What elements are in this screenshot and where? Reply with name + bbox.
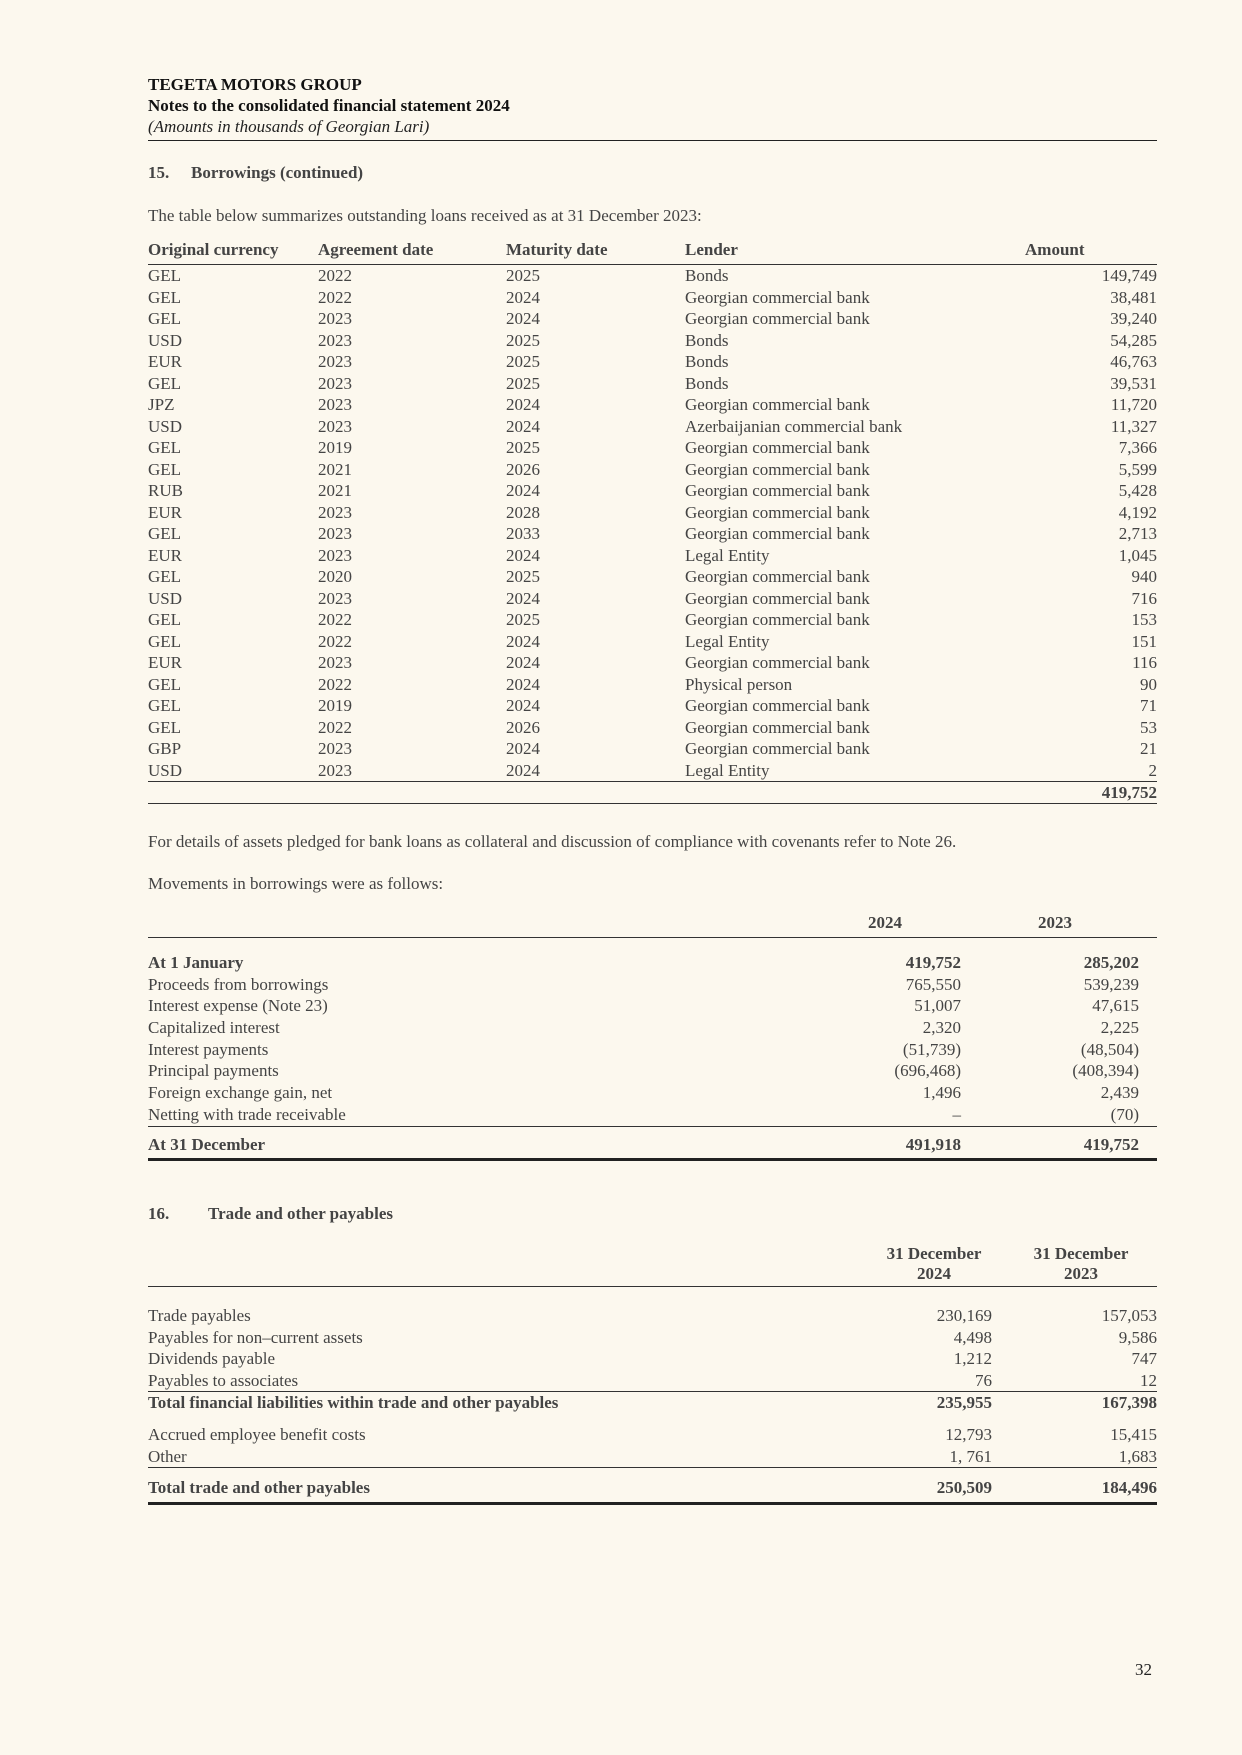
col-header-dec-2024 — [874, 1244, 994, 1284]
payable-2023: 12 — [1140, 1370, 1157, 1390]
loan-row — [148, 566, 1157, 588]
loan-row — [148, 738, 1157, 760]
loan-agreement-date: 2021 — [318, 481, 352, 500]
movement-2023: 285,202 — [1083, 953, 1139, 972]
loan-currency: USD — [148, 760, 183, 780]
payable-2023: 1,683 — [1118, 1446, 1157, 1466]
section-15-title — [148, 163, 363, 183]
payable-label: Payables for non–current assets — [148, 1327, 363, 1347]
loan-currency: EUR — [148, 502, 182, 522]
payables-subtotal-label: Total financial liabilities within trade and other payables — [148, 1393, 559, 1412]
loan-maturity-date: 2024 — [506, 588, 540, 608]
loan-amount: 4,192 — [1118, 502, 1157, 522]
payables-rows-other — [148, 1424, 1157, 1467]
loan-lender: Bonds — [685, 352, 729, 371]
loan-currency: USD — [148, 330, 183, 350]
loan-amount: 153 — [1131, 610, 1157, 629]
document-header — [148, 74, 1157, 137]
loan-row — [148, 609, 1157, 631]
loan-amount: 90 — [1140, 674, 1157, 694]
loan-currency: USD — [148, 416, 183, 436]
loans-total-amount: 419,752 — [1101, 783, 1157, 802]
loan-lender: Georgian commercial bank — [685, 287, 870, 307]
loan-currency: GEL — [148, 287, 182, 307]
loan-row — [148, 480, 1157, 502]
loan-agreement-date: 2023 — [318, 352, 352, 371]
loan-amount: 53 — [1140, 717, 1157, 737]
loan-agreement-date: 2023 — [318, 588, 352, 608]
payables-table — [148, 1244, 1157, 1505]
payable-row — [148, 1327, 1157, 1349]
payable-label: Payables to associates — [148, 1370, 299, 1390]
loan-row — [148, 717, 1157, 739]
payables-total-row — [148, 1478, 1157, 1505]
loan-lender: Bonds — [685, 330, 729, 350]
loan-currency: RUB — [148, 481, 183, 500]
movement-2024: 2,320 — [922, 1018, 961, 1038]
loan-agreement-date: 2023 — [318, 545, 352, 565]
movement-label: At 1 January — [148, 953, 244, 972]
loan-agreement-date: 2019 — [318, 438, 352, 457]
payable-row — [148, 1305, 1157, 1327]
payable-row — [148, 1424, 1157, 1446]
movement-label: Interest payments — [148, 1039, 269, 1059]
loan-lender: Georgian commercial bank — [685, 696, 870, 715]
movement-label: Principal payments — [148, 1061, 279, 1081]
loans-total-row — [148, 781, 1157, 804]
movement-2023: 539,239 — [1083, 974, 1139, 994]
loan-maturity-date: 2024 — [506, 395, 540, 414]
loan-row — [148, 394, 1157, 416]
loan-lender: Georgian commercial bank — [685, 481, 870, 500]
loan-maturity-date: 2033 — [506, 524, 540, 543]
loan-agreement-date: 2022 — [318, 610, 352, 629]
movement-row — [148, 1104, 1157, 1126]
payables-rows-financial — [148, 1305, 1157, 1391]
loan-row — [148, 652, 1157, 674]
loan-agreement-date: 2022 — [318, 631, 352, 651]
loan-currency: GEL — [148, 610, 182, 629]
loan-row — [148, 631, 1157, 653]
loan-maturity-date: 2026 — [506, 459, 540, 479]
loan-maturity-date: 2026 — [506, 717, 540, 737]
loan-agreement-date: 2021 — [318, 459, 352, 479]
loan-currency: GEL — [148, 266, 182, 285]
payable-2023: 157,053 — [1101, 1306, 1157, 1325]
loan-row — [148, 437, 1157, 459]
payable-2023: 747 — [1131, 1349, 1157, 1368]
movements-total-row — [148, 1136, 1157, 1161]
loan-agreement-date: 2023 — [318, 653, 352, 672]
movements-total-2024: 491,918 — [905, 1134, 961, 1154]
loan-agreement-date: 2023 — [318, 309, 352, 328]
loan-lender: Georgian commercial bank — [685, 309, 870, 328]
loan-row — [148, 330, 1157, 352]
loan-amount: 54,285 — [1110, 330, 1157, 350]
loan-maturity-date: 2025 — [506, 330, 540, 350]
movements-total-2023: 419,752 — [1083, 1134, 1139, 1154]
payable-row — [148, 1348, 1157, 1370]
movement-2024: (51,739) — [902, 1039, 961, 1059]
payable-2023: 9,586 — [1118, 1327, 1157, 1347]
loan-currency: EUR — [148, 352, 182, 371]
col-header-currency: Original currency — [148, 240, 279, 259]
movement-row — [148, 1039, 1157, 1061]
page-number: 32 — [1135, 1660, 1152, 1679]
loan-maturity-date: 2024 — [506, 631, 540, 651]
loans-table-body — [148, 265, 1157, 781]
loan-lender: Georgian commercial bank — [685, 610, 870, 629]
loan-currency: GEL — [148, 309, 182, 328]
loan-lender: Georgian commercial bank — [685, 459, 870, 479]
loan-row — [148, 502, 1157, 524]
movement-label: Capitalized interest — [148, 1018, 280, 1038]
loan-currency: GEL — [148, 459, 182, 479]
movement-row — [148, 952, 1157, 974]
loan-agreement-date: 2023 — [318, 524, 352, 543]
loan-maturity-date: 2025 — [506, 567, 540, 586]
loan-lender: Legal Entity — [685, 760, 770, 780]
loan-currency: GEL — [148, 674, 182, 694]
loans-table — [148, 240, 1157, 804]
loan-amount: 46,763 — [1110, 352, 1157, 371]
section-16-title — [148, 1204, 393, 1224]
loan-lender: Georgian commercial bank — [685, 567, 870, 586]
loan-lender: Legal Entity — [685, 545, 770, 565]
payable-label: Trade payables — [148, 1306, 251, 1325]
document-subtitle: Notes to the consolidated financial statement 2024 — [148, 96, 510, 115]
loan-amount: 940 — [1131, 567, 1157, 586]
movement-2024: – — [952, 1104, 961, 1124]
loan-row — [148, 351, 1157, 373]
col-header-dec-2024-line1: 31 December — [886, 1244, 982, 1263]
col-header-2024: 2024 — [868, 913, 902, 932]
loan-amount: 1,045 — [1118, 545, 1157, 565]
loan-amount: 716 — [1131, 588, 1157, 608]
loan-maturity-date: 2025 — [506, 438, 540, 457]
loan-currency: GEL — [148, 696, 182, 715]
payables-subtotal-row — [148, 1391, 1157, 1414]
loan-maturity-date: 2024 — [506, 309, 540, 328]
loan-row — [148, 416, 1157, 438]
movement-2023: 2,439 — [1100, 1083, 1139, 1103]
payable-2024: 4,498 — [953, 1327, 992, 1347]
payables-total-label: Total trade and other payables — [148, 1478, 370, 1497]
loan-amount: 7,366 — [1118, 438, 1157, 457]
loan-currency: GBP — [148, 739, 182, 758]
loans-intro: The table below summarizes outstanding loans received as at 31 December 2023: — [148, 206, 702, 225]
loan-currency: EUR — [148, 653, 182, 672]
movement-2023: 2,225 — [1100, 1018, 1139, 1038]
loan-maturity-date: 2024 — [506, 739, 540, 758]
loan-maturity-date: 2025 — [506, 373, 540, 393]
loan-agreement-date: 2023 — [318, 373, 352, 393]
loan-agreement-date: 2022 — [318, 287, 352, 307]
loan-currency: GEL — [148, 373, 182, 393]
loan-amount: 116 — [1132, 653, 1157, 672]
loan-lender: Georgian commercial bank — [685, 739, 870, 758]
loan-amount: 2,713 — [1118, 524, 1157, 543]
movements-table — [148, 913, 1157, 1161]
payable-2024: 12,793 — [945, 1425, 992, 1444]
loan-amount: 38,481 — [1110, 287, 1157, 307]
loan-agreement-date: 2022 — [318, 717, 352, 737]
loan-row — [148, 695, 1157, 717]
col-header-2023: 2023 — [1038, 913, 1072, 932]
loan-row — [148, 545, 1157, 567]
loan-row — [148, 308, 1157, 330]
loan-lender: Bonds — [685, 373, 729, 393]
movement-row — [148, 974, 1157, 996]
movements-total-label: At 31 December — [148, 1134, 266, 1154]
loan-maturity-date: 2024 — [506, 416, 540, 436]
loan-maturity-date: 2028 — [506, 502, 540, 522]
movement-2024: 765,550 — [905, 974, 961, 994]
loan-amount: 2 — [1148, 760, 1157, 780]
loan-agreement-date: 2023 — [318, 760, 352, 780]
col-header-dec-2023-line1: 31 December — [1033, 1244, 1129, 1263]
col-header-lender: Lender — [685, 240, 738, 259]
loan-maturity-date: 2025 — [506, 352, 540, 371]
movement-2023: (70) — [1110, 1104, 1139, 1124]
payables-total-2023: 184,496 — [1101, 1478, 1157, 1497]
section-16-heading: Trade and other payables — [208, 1204, 393, 1223]
loan-agreement-date: 2023 — [318, 502, 352, 522]
loan-agreement-date: 2020 — [318, 567, 352, 586]
payable-2024: 1,212 — [953, 1349, 992, 1368]
loan-row — [148, 588, 1157, 610]
loan-amount: 149,749 — [1101, 266, 1157, 285]
loan-currency: GEL — [148, 438, 182, 457]
movement-2024: 1,496 — [922, 1083, 961, 1103]
payable-2023: 15,415 — [1110, 1425, 1157, 1444]
payables-subtotal-2023: 167,398 — [1101, 1393, 1157, 1412]
header-rule — [148, 140, 1157, 141]
movement-2024: 51,007 — [914, 996, 961, 1016]
loan-maturity-date: 2025 — [506, 610, 540, 629]
loan-amount: 5,428 — [1118, 481, 1157, 500]
loan-amount: 21 — [1140, 739, 1157, 758]
company-name: TEGETA MOTORS GROUP — [148, 75, 362, 94]
loan-currency: JPZ — [148, 395, 175, 414]
loan-lender: Georgian commercial bank — [685, 524, 870, 543]
loan-maturity-date: 2024 — [506, 696, 540, 715]
movement-row — [148, 1060, 1157, 1082]
movement-row — [148, 1082, 1157, 1104]
loan-lender: Georgian commercial bank — [685, 717, 870, 737]
loan-lender: Georgian commercial bank — [685, 653, 870, 672]
loan-lender: Georgian commercial bank — [685, 588, 870, 608]
payable-2024: 1, 761 — [949, 1446, 992, 1466]
movement-2023: 47,615 — [1092, 996, 1139, 1016]
loan-maturity-date: 2024 — [506, 674, 540, 694]
loan-maturity-date: 2024 — [506, 545, 540, 565]
col-header-amount: Amount — [1025, 240, 1085, 259]
loan-agreement-date: 2023 — [318, 395, 352, 414]
loan-agreement-date: 2022 — [318, 674, 352, 694]
loan-amount: 71 — [1140, 696, 1157, 715]
loan-row — [148, 674, 1157, 696]
loan-row — [148, 760, 1157, 782]
loan-agreement-date: 2019 — [318, 696, 352, 715]
loan-agreement-date: 2023 — [318, 739, 352, 758]
payable-label: Dividends payable — [148, 1349, 275, 1368]
loan-lender: Azerbaijanian commercial bank — [685, 416, 903, 436]
col-header-dec-2023 — [1021, 1244, 1141, 1284]
loan-amount: 39,531 — [1110, 373, 1157, 393]
movements-table-header — [148, 913, 1157, 938]
movement-row — [148, 995, 1157, 1017]
loan-lender: Georgian commercial bank — [685, 395, 870, 414]
loan-currency: GEL — [148, 567, 182, 586]
loan-row — [148, 287, 1157, 309]
loan-amount: 11,327 — [1110, 416, 1157, 436]
payable-label: Accrued employee benefit costs — [148, 1425, 366, 1444]
loan-row — [148, 523, 1157, 545]
payables-table-header — [148, 1244, 1157, 1287]
loan-amount: 11,720 — [1110, 395, 1157, 414]
loan-maturity-date: 2025 — [506, 266, 540, 285]
payable-row — [148, 1446, 1157, 1468]
loans-table-header — [148, 240, 1157, 265]
loan-maturity-date: 2024 — [506, 760, 540, 780]
loan-row — [148, 265, 1157, 287]
col-header-maturity-date: Maturity date — [506, 240, 608, 259]
movement-label: Proceeds from borrowings — [148, 974, 329, 994]
payables-total-2024: 250,509 — [936, 1478, 992, 1497]
loan-currency: GEL — [148, 524, 182, 543]
loan-maturity-date: 2024 — [506, 481, 540, 500]
movements-table-body — [148, 952, 1157, 1126]
payable-row — [148, 1370, 1157, 1392]
loan-currency: GEL — [148, 631, 182, 651]
loan-agreement-date: 2022 — [318, 266, 352, 285]
amounts-note: (Amounts in thousands of Georgian Lari) — [148, 117, 430, 136]
movement-2024: 419,752 — [905, 953, 961, 972]
loan-row — [148, 459, 1157, 481]
payables-subtotal-2024: 235,955 — [936, 1393, 992, 1412]
loan-maturity-date: 2024 — [506, 653, 540, 672]
section-15-number: 15. — [148, 163, 170, 182]
col-header-agreement-date: Agreement date — [318, 240, 434, 259]
section-15-heading: Borrowings (continued) — [191, 163, 364, 182]
loan-maturity-date: 2024 — [506, 287, 540, 307]
loan-lender: Legal Entity — [685, 631, 770, 651]
payable-2024: 76 — [975, 1370, 992, 1390]
payable-label: Other — [148, 1446, 187, 1466]
movement-row — [148, 1017, 1157, 1039]
movement-label: Netting with trade receivable — [148, 1104, 346, 1124]
loan-row — [148, 373, 1157, 395]
loan-lender: Georgian commercial bank — [685, 438, 870, 457]
movement-2024: (696,468) — [894, 1061, 961, 1081]
col-header-dec-2023-line2: 2023 — [1064, 1264, 1098, 1283]
loan-agreement-date: 2023 — [318, 416, 352, 436]
loan-lender: Physical person — [685, 674, 793, 694]
movements-intro: Movements in borrowings were as follows: — [148, 874, 444, 893]
loan-lender: Bonds — [685, 266, 729, 285]
loan-amount: 151 — [1131, 631, 1157, 651]
movement-2023: (408,394) — [1072, 1061, 1139, 1081]
section-16-number: 16. — [148, 1204, 170, 1223]
loan-currency: USD — [148, 588, 183, 608]
col-header-dec-2024-line2: 2024 — [917, 1264, 951, 1283]
loan-currency: GEL — [148, 717, 182, 737]
collateral-note: For details of assets pledged for bank loans as collateral and discussion of compliance with covenants refer to Note 26. — [148, 832, 957, 851]
loan-agreement-date: 2023 — [318, 330, 352, 350]
loan-lender: Georgian commercial bank — [685, 502, 870, 522]
movement-label: Foreign exchange gain, net — [148, 1083, 333, 1103]
movement-2023: (48,504) — [1080, 1039, 1139, 1059]
movement-label: Interest expense (Note 23) — [148, 996, 328, 1016]
loan-amount: 39,240 — [1110, 309, 1157, 328]
payable-2024: 230,169 — [936, 1306, 992, 1325]
loan-amount: 5,599 — [1118, 459, 1157, 479]
loan-currency: EUR — [148, 545, 182, 565]
